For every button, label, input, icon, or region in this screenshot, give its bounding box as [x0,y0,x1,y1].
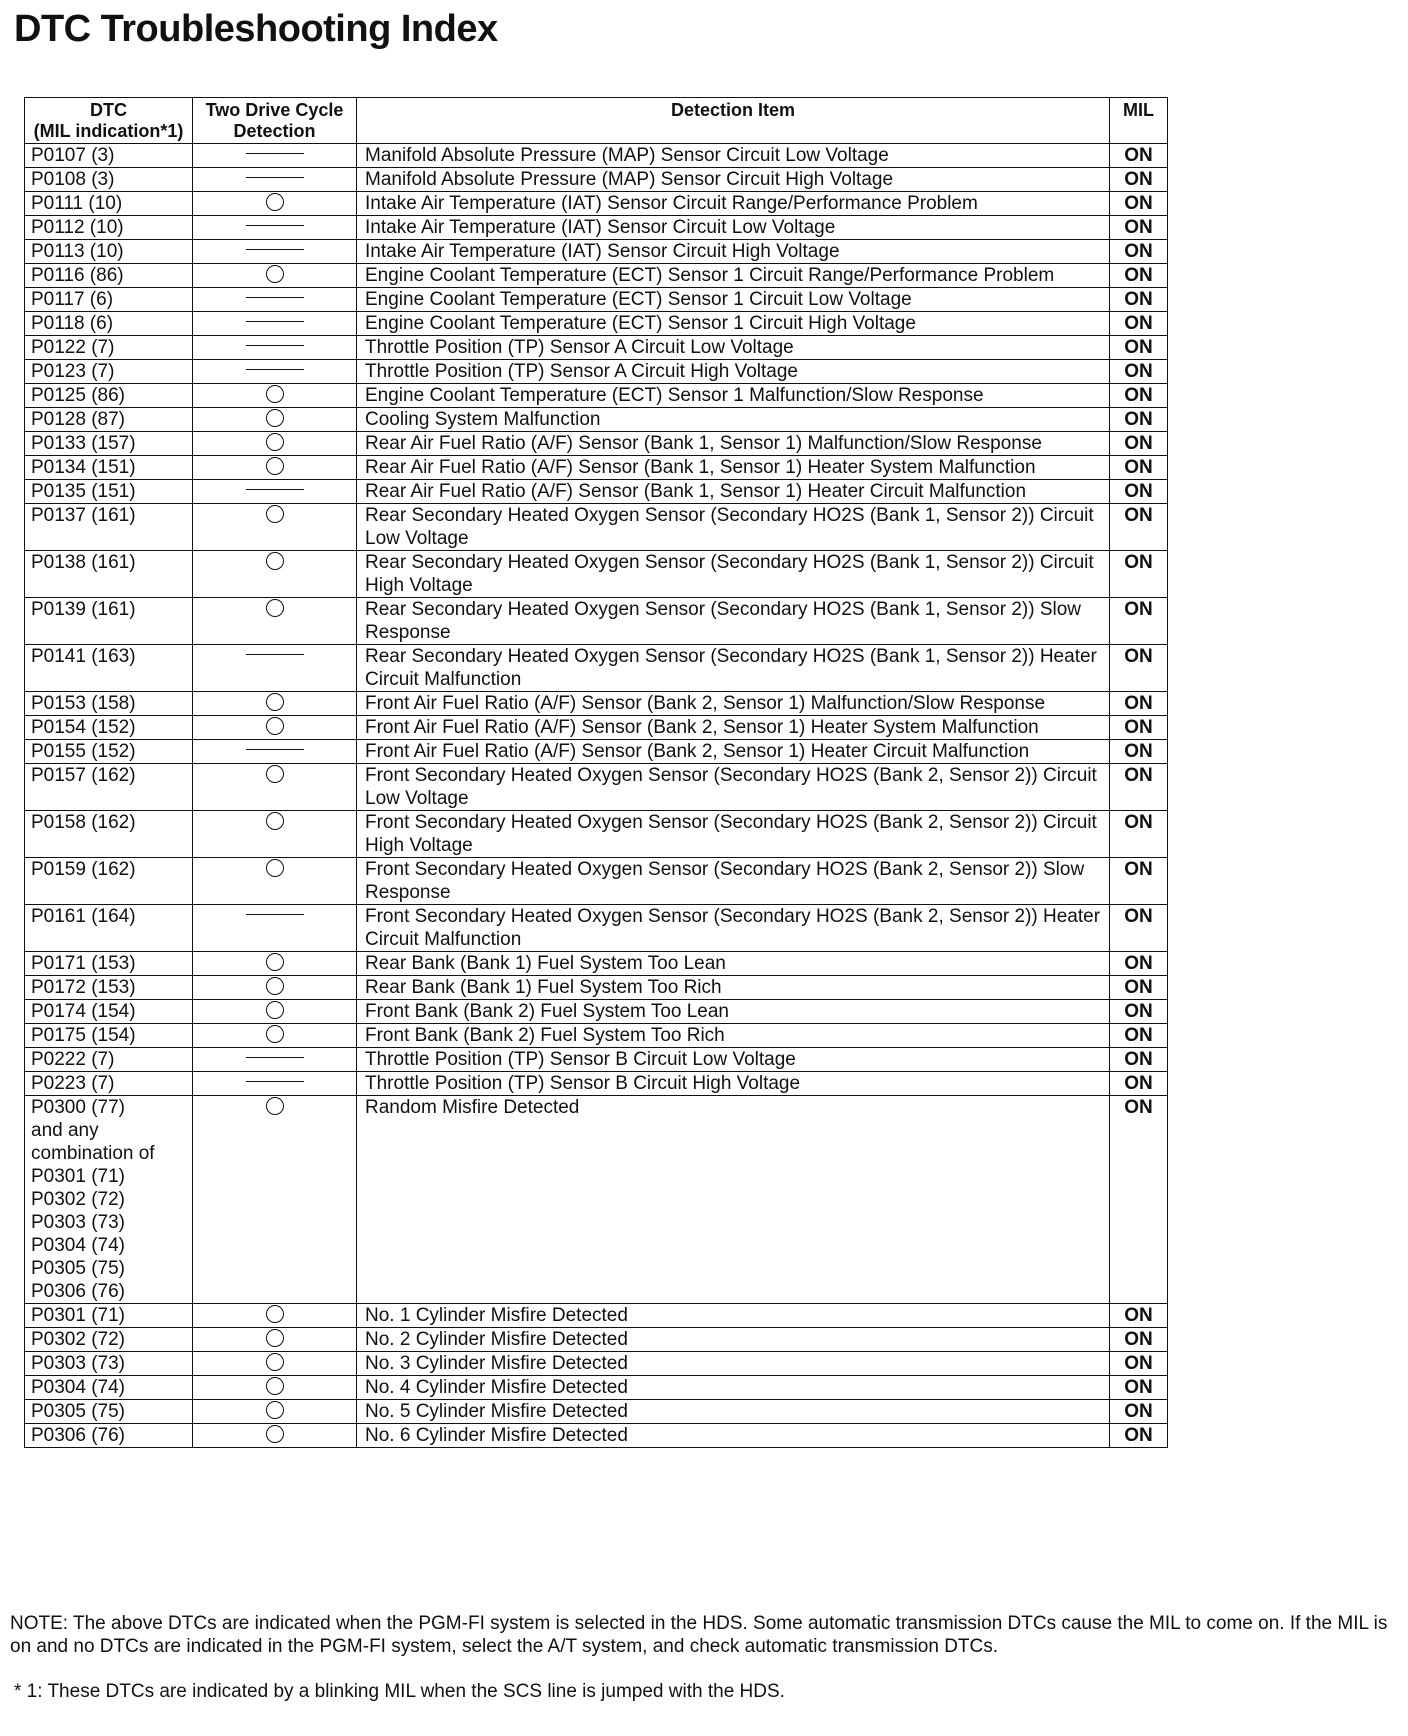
detection-item: Rear Secondary Heated Oxygen Sensor (Secondary HO2S (Bank 1, Sensor 2)) Circuit Low Voltage [357,504,1110,551]
dash-line-icon [246,249,304,250]
table-row [25,168,1168,192]
dtc-code-text: P0154 (152) [31,717,136,738]
header-detection-item: Detection Item [357,98,1110,144]
dtc-index-table [24,97,1168,1448]
mil-status: ON [1110,716,1168,740]
dtc-code-text: P0122 (7) [31,337,115,358]
table-body [25,144,1168,1448]
two-drive-cycle-cell [193,456,357,480]
table-header-row [25,98,1168,144]
dtc-code-text: P0302 (72) [31,1329,126,1350]
circle-icon [266,812,284,830]
dash-line-icon [246,369,304,370]
table-row [25,288,1168,312]
dtc-code [25,1024,193,1048]
dtc-code [25,551,193,598]
mil-status: ON [1110,764,1168,811]
table-row [25,264,1168,288]
dtc-code-text: P0111 (10) [31,193,123,214]
mil-status: ON [1110,740,1168,764]
dash-line-icon [246,177,304,178]
table-row [25,1024,1168,1048]
dtc-code-text: P0174 (154) [31,1001,136,1022]
circle-icon [266,1425,284,1443]
dtc-code [25,952,193,976]
dtc-code [25,264,193,288]
dtc-code-text: P0301 (71) [31,1305,126,1326]
table-row [25,905,1168,952]
mil-status: ON [1110,360,1168,384]
dash-line-icon [246,489,304,490]
detection-item: Throttle Position (TP) Sensor B Circuit High Voltage [357,1072,1110,1096]
dtc-code-text: P0171 (153) [31,953,136,974]
table-row [25,408,1168,432]
dtc-code [25,1096,193,1304]
table-row [25,1400,1168,1424]
two-drive-cycle-cell [193,240,357,264]
dtc-code-text: P0108 (3) [31,169,115,190]
dtc-code [25,456,193,480]
table-row [25,1304,1168,1328]
two-drive-cycle-cell [193,976,357,1000]
dtc-code-text: P0161 (164) [31,906,136,927]
dtc-code [25,764,193,811]
dtc-code-text: P0158 (162) [31,812,136,833]
two-drive-cycle-cell [193,1328,357,1352]
two-drive-cycle-cell [193,1096,357,1304]
dtc-code [25,1072,193,1096]
circle-icon [266,457,284,475]
dtc-code [25,144,193,168]
detection-item: No. 4 Cylinder Misfire Detected [357,1376,1110,1400]
dtc-code [25,858,193,905]
mil-status: ON [1110,1424,1168,1448]
dash-line-icon [246,321,304,322]
dtc-code [25,1000,193,1024]
mil-status: ON [1110,1376,1168,1400]
dtc-code [25,1328,193,1352]
mil-status: ON [1110,1000,1168,1024]
detection-item: Throttle Position (TP) Sensor A Circuit High Voltage [357,360,1110,384]
table-row [25,1000,1168,1024]
mil-status: ON [1110,1096,1168,1304]
detection-item: Manifold Absolute Pressure (MAP) Sensor Circuit High Voltage [357,168,1110,192]
circle-icon [266,265,284,283]
table-row [25,480,1168,504]
detection-item: Front Secondary Heated Oxygen Sensor (Secondary HO2S (Bank 2, Sensor 2)) Circuit High Voltage [357,811,1110,858]
dash-line-icon [246,654,304,655]
mil-status: ON [1110,336,1168,360]
dtc-code-text: P0128 (87) [31,409,126,430]
circle-icon [266,433,284,451]
table-row [25,1328,1168,1352]
detection-item: Front Air Fuel Ratio (A/F) Sensor (Bank 2, Sensor 1) Heater Circuit Malfunction [357,740,1110,764]
two-drive-cycle-cell [193,645,357,692]
circle-icon [266,1001,284,1019]
mil-status: ON [1110,1328,1168,1352]
dtc-code-text: P0116 (86) [31,265,124,286]
dtc-code [25,360,193,384]
two-drive-cycle-cell [193,312,357,336]
circle-icon [266,1353,284,1371]
mil-status: ON [1110,144,1168,168]
two-drive-cycle-cell [193,1400,357,1424]
dtc-code-text: P0303 (73) [31,1353,126,1374]
mil-status: ON [1110,480,1168,504]
table-row [25,598,1168,645]
dtc-code [25,1048,193,1072]
detection-item: Random Misfire Detected [357,1096,1110,1304]
table-row [25,811,1168,858]
detection-item: Engine Coolant Temperature (ECT) Sensor 1 Malfunction/Slow Response [357,384,1110,408]
detection-item: No. 6 Cylinder Misfire Detected [357,1424,1110,1448]
mil-status: ON [1110,456,1168,480]
detection-item: Intake Air Temperature (IAT) Sensor Circuit Range/Performance Problem [357,192,1110,216]
detection-item: Engine Coolant Temperature (ECT) Sensor 1 Circuit Range/Performance Problem [357,264,1110,288]
circle-icon [266,977,284,995]
table-row [25,144,1168,168]
table-row [25,764,1168,811]
table-row [25,360,1168,384]
dash-line-icon [246,914,304,915]
circle-icon [266,765,284,783]
table-row [25,312,1168,336]
two-drive-cycle-cell [193,1352,357,1376]
dash-line-icon [246,225,304,226]
dtc-code [25,216,193,240]
detection-item: Intake Air Temperature (IAT) Sensor Circuit Low Voltage [357,216,1110,240]
detection-item: Rear Secondary Heated Oxygen Sensor (Secondary HO2S (Bank 1, Sensor 2)) Heater Circuit Malfunction [357,645,1110,692]
two-drive-cycle-cell [193,1304,357,1328]
mil-status: ON [1110,692,1168,716]
two-drive-cycle-cell [193,551,357,598]
dtc-code-text: P0300 (77) and any combination of P0301 (71) P0302 (72) P0303 (73) P0304 (74) P0305 (75) P0306 (76) [31,1097,155,1302]
table-row [25,858,1168,905]
circle-icon [266,1025,284,1043]
mil-status: ON [1110,192,1168,216]
two-drive-cycle-cell [193,1000,357,1024]
detection-item: Front Secondary Heated Oxygen Sensor (Secondary HO2S (Bank 2, Sensor 2)) Circuit Low Voltage [357,764,1110,811]
dtc-code-text: P0123 (7) [31,361,115,382]
dtc-code-text: P0157 (162) [31,765,136,786]
dash-line-icon [246,1081,304,1082]
note-text: NOTE: The above DTCs are indicated when the PGM-FI system is selected in the HDS. Some automatic transmission DTCs cause the MIL to come on. If the MIL is on and no DTCs are indicated in the PGM-FI system, select the A/T system, and check automatic transmission DTCs. [10,1613,1388,1657]
dtc-code-text: P0118 (6) [31,313,114,334]
mil-status: ON [1110,384,1168,408]
circle-icon [266,953,284,971]
dtc-code [25,1352,193,1376]
dtc-code [25,288,193,312]
dtc-code [25,740,193,764]
circle-icon [266,599,284,617]
dtc-code [25,645,193,692]
dtc-code-text: P0113 (10) [31,241,124,262]
two-drive-cycle-cell [193,144,357,168]
circle-icon [266,1097,284,1115]
dtc-code [25,811,193,858]
table-row [25,1352,1168,1376]
dtc-code [25,240,193,264]
table-row [25,384,1168,408]
detection-item: Rear Secondary Heated Oxygen Sensor (Secondary HO2S (Bank 1, Sensor 2)) Circuit High Voltage [357,551,1110,598]
dtc-code [25,1304,193,1328]
two-drive-cycle-cell [193,1048,357,1072]
two-drive-cycle-cell [193,192,357,216]
detection-item: Front Bank (Bank 2) Fuel System Too Rich [357,1024,1110,1048]
dtc-code-text: P0112 (10) [31,217,124,238]
detection-item: Front Secondary Heated Oxygen Sensor (Secondary HO2S (Bank 2, Sensor 2)) Slow Response [357,858,1110,905]
table-row [25,456,1168,480]
dtc-code-text: P0172 (153) [31,977,136,998]
two-drive-cycle-cell [193,1072,357,1096]
dash-line-icon [246,749,304,750]
two-drive-cycle-cell [193,360,357,384]
detection-item: Manifold Absolute Pressure (MAP) Sensor Circuit Low Voltage [357,144,1110,168]
two-drive-cycle-cell [193,764,357,811]
mil-status: ON [1110,645,1168,692]
detection-item: Engine Coolant Temperature (ECT) Sensor 1 Circuit Low Voltage [357,288,1110,312]
circle-icon [266,193,284,211]
mil-status: ON [1110,1024,1168,1048]
dtc-code-text: P0125 (86) [31,385,126,406]
two-drive-cycle-cell [193,692,357,716]
dtc-code-text: P0107 (3) [31,145,115,166]
dtc-code-text: P0155 (152) [31,741,136,762]
dtc-code-text: P0304 (74) [31,1377,126,1398]
detection-item: Front Air Fuel Ratio (A/F) Sensor (Bank 2, Sensor 1) Heater System Malfunction [357,716,1110,740]
mil-status: ON [1110,1048,1168,1072]
mil-status: ON [1110,1304,1168,1328]
detection-item: Engine Coolant Temperature (ECT) Sensor 1 Circuit High Voltage [357,312,1110,336]
dtc-code-text: P0138 (161) [31,552,136,573]
mil-status: ON [1110,1352,1168,1376]
dtc-code [25,432,193,456]
mil-status: ON [1110,264,1168,288]
detection-item: Front Air Fuel Ratio (A/F) Sensor (Bank 2, Sensor 1) Malfunction/Slow Response [357,692,1110,716]
dtc-code-text: P0153 (158) [31,693,136,714]
two-drive-cycle-cell [193,288,357,312]
dash-line-icon [246,345,304,346]
table-row [25,1048,1168,1072]
dtc-code [25,408,193,432]
two-drive-cycle-cell [193,1424,357,1448]
dtc-code [25,192,193,216]
mil-status: ON [1110,858,1168,905]
circle-icon [266,1329,284,1347]
dtc-code-text: P0159 (162) [31,859,136,880]
dtc-code-text: P0305 (75) [31,1401,126,1422]
table-row [25,1376,1168,1400]
two-drive-cycle-cell [193,598,357,645]
dtc-code [25,692,193,716]
header-mil: MIL [1110,98,1168,144]
detection-item: Throttle Position (TP) Sensor A Circuit Low Voltage [357,336,1110,360]
detection-item: Rear Air Fuel Ratio (A/F) Sensor (Bank 1, Sensor 1) Malfunction/Slow Response [357,432,1110,456]
dtc-code-text: P0141 (163) [31,646,136,667]
circle-icon [266,385,284,403]
table-row [25,551,1168,598]
two-drive-cycle-cell [193,504,357,551]
dtc-code [25,1400,193,1424]
two-drive-cycle-cell [193,740,357,764]
page-title: DTC Troubleshooting Index [14,8,498,50]
detection-item: Front Bank (Bank 2) Fuel System Too Lean [357,1000,1110,1024]
circle-icon [266,859,284,877]
dtc-code-text: P0139 (161) [31,599,136,620]
table-row [25,216,1168,240]
dtc-code [25,1424,193,1448]
dtc-code [25,598,193,645]
mil-status: ON [1110,504,1168,551]
dtc-code [25,976,193,1000]
table-row [25,192,1168,216]
table-row [25,504,1168,551]
dtc-code [25,716,193,740]
mil-status: ON [1110,432,1168,456]
dtc-code-text: P0306 (76) [31,1425,126,1446]
dtc-code [25,1376,193,1400]
dtc-code [25,480,193,504]
two-drive-cycle-cell [193,952,357,976]
dtc-code-text: P0222 (7) [31,1049,115,1070]
table-row [25,740,1168,764]
two-drive-cycle-cell [193,811,357,858]
two-drive-cycle-cell [193,384,357,408]
detection-item: No. 5 Cylinder Misfire Detected [357,1400,1110,1424]
two-drive-cycle-cell [193,480,357,504]
two-drive-cycle-cell [193,1376,357,1400]
detection-item: Rear Air Fuel Ratio (A/F) Sensor (Bank 1, Sensor 1) Heater System Malfunction [357,456,1110,480]
mil-status: ON [1110,952,1168,976]
mil-status: ON [1110,976,1168,1000]
dtc-code [25,905,193,952]
header-two-drive-cycle: Two Drive Cycle Detection [193,98,357,144]
dash-line-icon [246,153,304,154]
mil-status: ON [1110,905,1168,952]
two-drive-cycle-cell [193,1024,357,1048]
detection-item: Rear Bank (Bank 1) Fuel System Too Lean [357,952,1110,976]
table-row [25,645,1168,692]
table-row [25,1096,1168,1304]
circle-icon [266,1401,284,1419]
circle-icon [266,409,284,427]
circle-icon [266,505,284,523]
circle-icon [266,717,284,735]
dtc-code [25,312,193,336]
detection-item: Rear Bank (Bank 1) Fuel System Too Rich [357,976,1110,1000]
circle-icon [266,552,284,570]
dtc-code [25,336,193,360]
two-drive-cycle-cell [193,264,357,288]
two-drive-cycle-cell [193,905,357,952]
table-row [25,692,1168,716]
dtc-code-text: P0175 (154) [31,1025,136,1046]
detection-item: No. 3 Cylinder Misfire Detected [357,1352,1110,1376]
mil-status: ON [1110,408,1168,432]
table-row [25,716,1168,740]
table-row [25,1424,1168,1448]
mil-status: ON [1110,312,1168,336]
two-drive-cycle-cell [193,216,357,240]
table-row [25,952,1168,976]
dtc-code [25,168,193,192]
detection-item: Rear Secondary Heated Oxygen Sensor (Secondary HO2S (Bank 1, Sensor 2)) Slow Response [357,598,1110,645]
detection-item: Front Secondary Heated Oxygen Sensor (Secondary HO2S (Bank 2, Sensor 2)) Heater Circuit Malfunction [357,905,1110,952]
footnote-text: * 1: These DTCs are indicated by a blinking MIL when the SCS line is jumped with the HDS. [14,1681,785,1702]
mil-status: ON [1110,216,1168,240]
table-row [25,240,1168,264]
dtc-code-text: P0137 (161) [31,505,136,526]
circle-icon [266,1377,284,1395]
two-drive-cycle-cell [193,432,357,456]
detection-item: No. 1 Cylinder Misfire Detected [357,1304,1110,1328]
dtc-code-text: P0133 (157) [31,433,136,454]
two-drive-cycle-cell [193,168,357,192]
dtc-code-text: P0134 (151) [31,457,136,478]
dtc-code [25,504,193,551]
detection-item: Throttle Position (TP) Sensor B Circuit Low Voltage [357,1048,1110,1072]
circle-icon [266,693,284,711]
table-row [25,976,1168,1000]
two-drive-cycle-cell [193,716,357,740]
circle-icon [266,1305,284,1323]
mil-status: ON [1110,598,1168,645]
table-row [25,336,1168,360]
detection-item: No. 2 Cylinder Misfire Detected [357,1328,1110,1352]
mil-status: ON [1110,168,1168,192]
header-dtc: DTC (MIL indication*1) [25,98,193,144]
detection-item: Cooling System Malfunction [357,408,1110,432]
dtc-code-text: P0135 (151) [31,481,136,502]
dash-line-icon [246,1057,304,1058]
table-row [25,1072,1168,1096]
two-drive-cycle-cell [193,336,357,360]
dtc-code [25,384,193,408]
detection-item: Intake Air Temperature (IAT) Sensor Circuit High Voltage [357,240,1110,264]
dash-line-icon [246,297,304,298]
mil-status: ON [1110,288,1168,312]
two-drive-cycle-cell [193,408,357,432]
mil-status: ON [1110,240,1168,264]
dtc-code-text: P0223 (7) [31,1073,115,1094]
mil-status: ON [1110,1400,1168,1424]
two-drive-cycle-cell [193,858,357,905]
dtc-code-text: P0117 (6) [31,289,114,310]
mil-status: ON [1110,551,1168,598]
detection-item: Rear Air Fuel Ratio (A/F) Sensor (Bank 1, Sensor 1) Heater Circuit Malfunction [357,480,1110,504]
mil-status: ON [1110,811,1168,858]
table-row [25,432,1168,456]
mil-status: ON [1110,1072,1168,1096]
